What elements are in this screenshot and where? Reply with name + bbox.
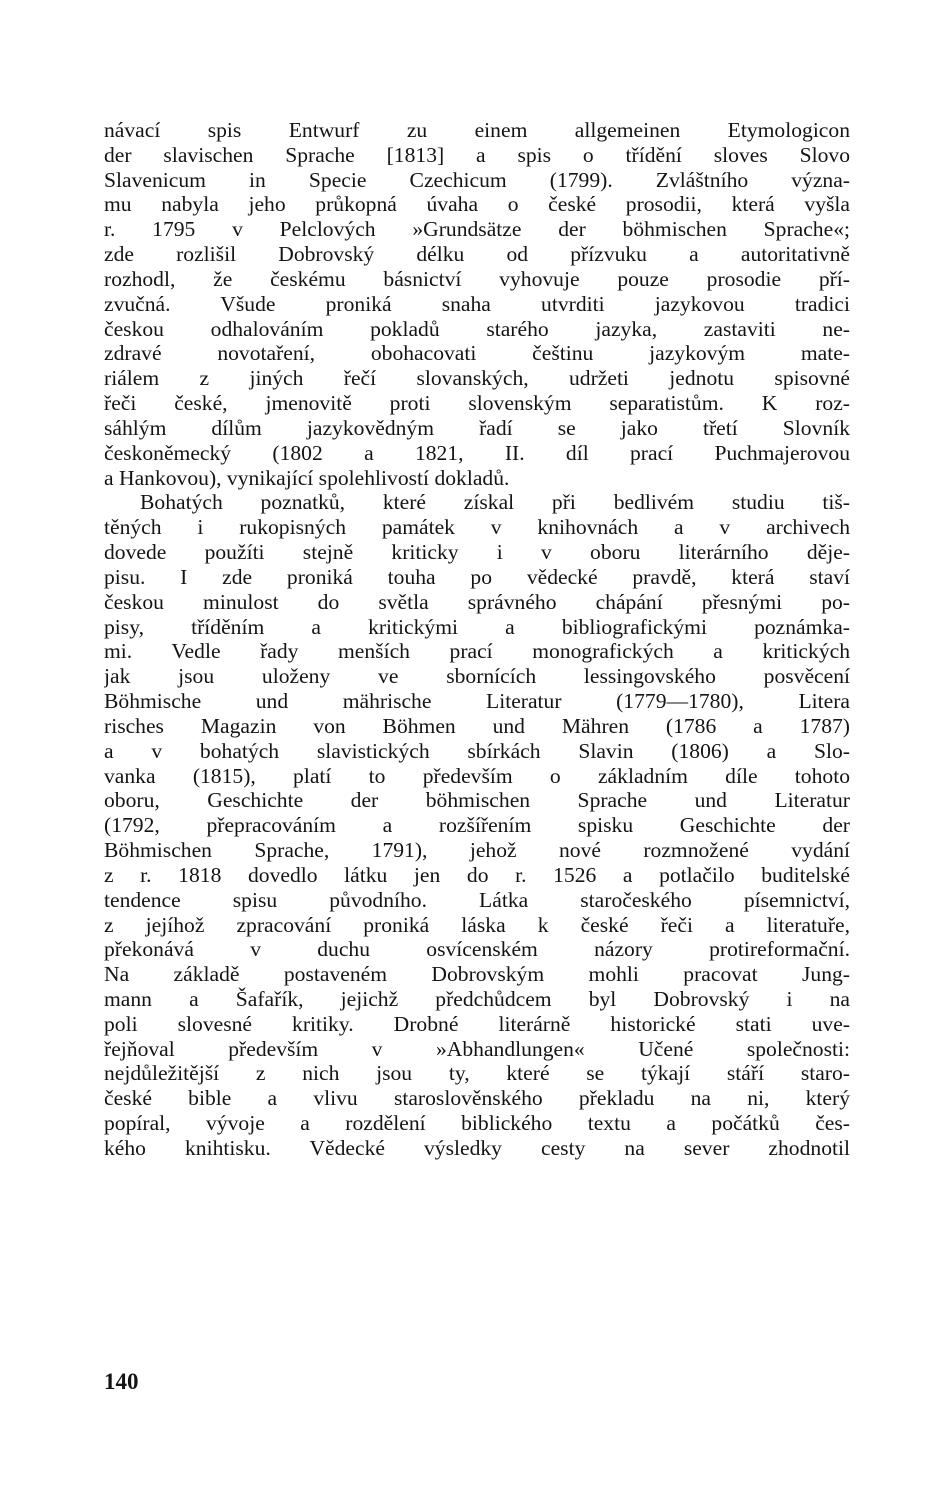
text-line: mi. Vedle řady menších prací monografických a kritických [104, 639, 850, 664]
text-line: zvučná. Všude proniká snaha utvrditi jazykovou tradici [104, 291, 850, 316]
text-line: českou minulost do světla správného chápání přesnými po- [104, 589, 850, 614]
body-text [104, 118, 850, 1161]
text-line: zdravé novotaření, obohacovati češtinu jazykovým mate- [104, 341, 850, 366]
text-line: zde rozlišil Dobrovský délku od přízvuku a autoritativně [104, 242, 850, 267]
text-line: překonává v duchu osvícenském názory protireformační. [104, 937, 850, 962]
text-line: tendence spisu původního. Látka staročeského písemnictví, [104, 887, 850, 912]
text-line: kého knihtisku. Vědecké výsledky cesty na sever zhodnotil [104, 1135, 850, 1160]
text-line: návací spis Entwurf zu einem allgemeinen Etymologicon [104, 118, 850, 142]
text-line: pisu. I zde proniká touha po vědecké pravdě, která staví [104, 564, 850, 589]
text-line: riálem z jiných řečí slovanských, udržeti jednotu spisovné [104, 366, 850, 391]
text-line: mann a Šafařík, jejichž předchůdcem byl Dobrovský i na [104, 986, 850, 1011]
text-line: a Hankovou), vynikající spolehlivostí dokladů. [104, 465, 510, 490]
text-line: Böhmischen Sprache, 1791), jehož nové rozmnožené vydání [104, 838, 850, 863]
text-line: řeči české, jmenovitě proti slovenským separatistům. K roz- [104, 391, 850, 416]
text-line: jak jsou uloženy ve sbornících lessingovského posvěcení [104, 664, 850, 689]
text-line: (1792, přepracováním a rozšířením spisku Geschichte der [104, 813, 850, 838]
text-line: českou odhalováním pokladů starého jazyka, zastaviti ne- [104, 316, 850, 341]
text-line: z jejíhož zpracování proniká láska k české řeči a literatuře, [104, 912, 850, 937]
text-line: Slavenicum in Specie Czechicum (1799). Zvláštního význa- [104, 167, 850, 192]
page-number: 140 [104, 1369, 139, 1394]
text-line: risches Magazin von Böhmen und Mähren (1786 a 1787) [104, 713, 850, 738]
text-line: popíral, vývoje a rozdělení biblického textu a počátků čes- [104, 1111, 850, 1136]
text-line: těných i rukopisných památek v knihovnách a v archivech [104, 515, 850, 540]
text-line: Böhmische und mährische Literatur (1779—1780), Litera [104, 689, 850, 714]
text-line: poli slovesné kritiky. Drobné literárně historické stati uve- [104, 1011, 850, 1036]
text-line: nejdůležitější z nich jsou ty, které se týkají stáří staro- [104, 1061, 850, 1086]
text-line: řejňoval především v »Abhandlungen« Učené společnosti: [104, 1036, 850, 1061]
text-line: Na základě postaveném Dobrovským mohli pracovat Jung- [104, 962, 850, 987]
text-line: oboru, Geschichte der böhmischen Sprache und Literatur [104, 788, 850, 813]
text-line: der slavischen Sprache [1813] a spis o třídění sloves Slovo [104, 142, 850, 167]
text-line: české bible a vlivu staroslověnského překladu na ni, který [104, 1086, 850, 1111]
text-line: Bohatých poznatků, které získal při bedlivém studiu tiš- [140, 490, 850, 515]
text-line: mu nabyla jeho průkopná úvaha o české prosodii, která vyšla [104, 192, 850, 217]
text-line: r. 1795 v Pelclových »Grundsätze der böhmischen Sprache«; [104, 217, 850, 242]
text-line: rozhodl, že českému básnictví vyhovuje pouze prosodie pří- [104, 266, 850, 291]
text-line: pisy, tříděním a kritickými a bibliografickými poznámka- [104, 614, 850, 639]
text-line: sáhlým dílům jazykovědným řadí se jako třetí Slovník [104, 415, 850, 440]
text-line: vanka (1815), platí to především o základním díle tohoto [104, 763, 850, 788]
text-line: z r. 1818 dovedlo látku jen do r. 1526 a potlačilo buditelské [104, 862, 850, 887]
text-line: dovede použíti stejně kriticky i v oboru literárního děje- [104, 540, 850, 565]
text-line: českoněmecký (1802 a 1821, II. díl prací Puchmajerovou [104, 440, 850, 465]
text-line: a v bohatých slavistických sbírkách Slavin (1806) a Slo- [104, 738, 850, 763]
